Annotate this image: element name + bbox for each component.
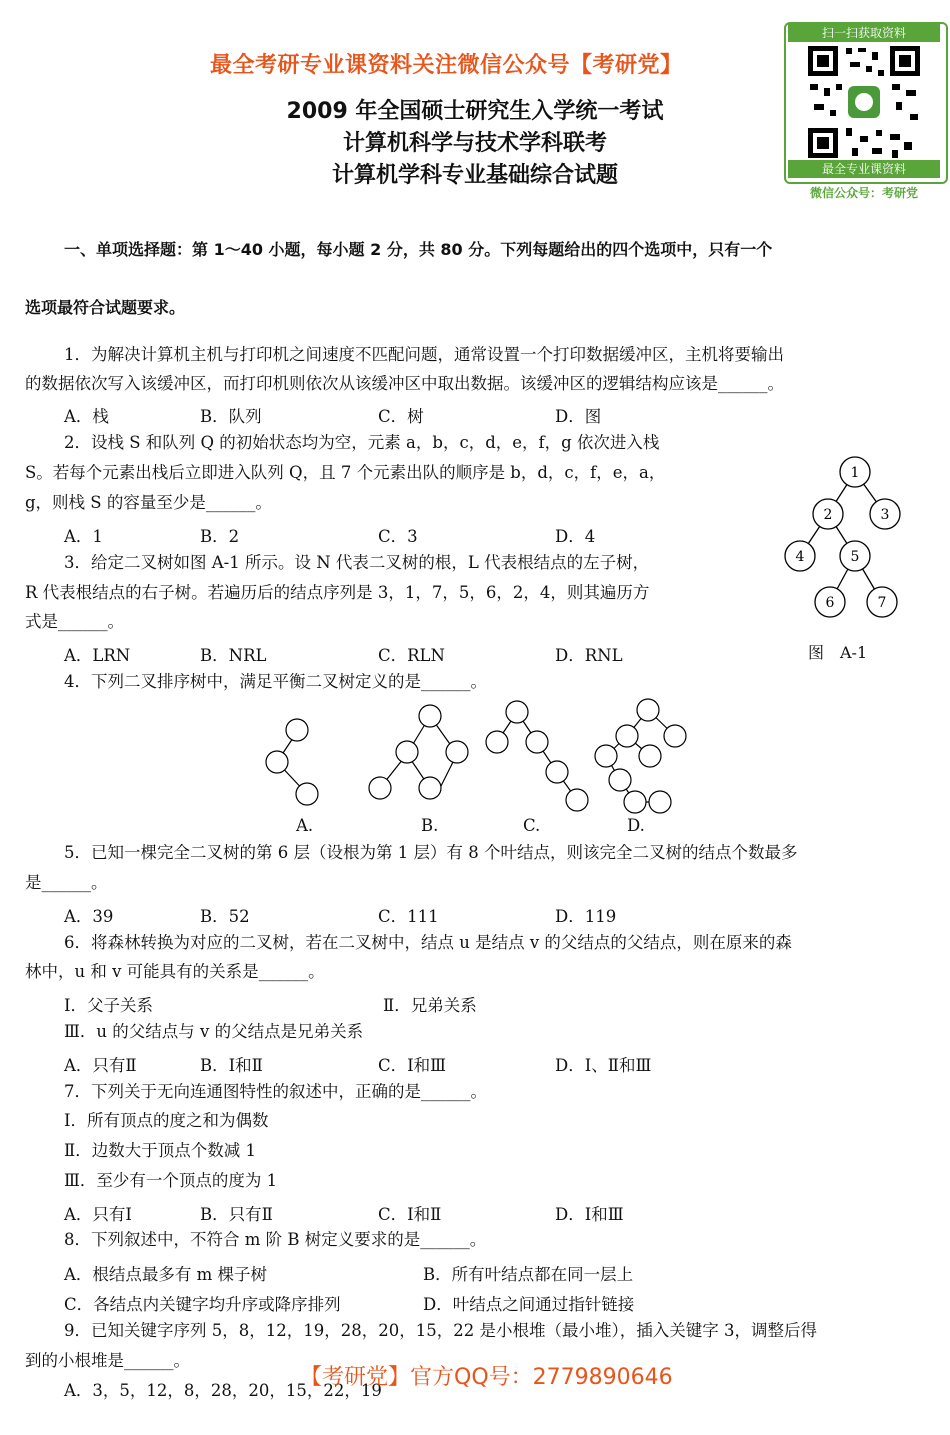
tree-node-label: 1 (850, 465, 860, 481)
q5-option-c: C．111 (378, 907, 439, 926)
tree-node (639, 745, 661, 767)
q4-label-d: D. (627, 816, 645, 835)
q8-option-c: C．各结点内关键字均升序或降序排列 (64, 1295, 341, 1314)
tree-node-label: 4 (795, 549, 805, 565)
tree-node (664, 725, 686, 747)
q2-line-2: S。若每个元素出栈后立即进入队列 Q，且 7 个元素出队的顺序是 b，d，c，f，e，a， (25, 463, 666, 482)
q6-item-2: Ⅱ．兄弟关系 (383, 996, 477, 1015)
q7-option-a: A．只有Ⅰ (64, 1205, 132, 1224)
q6-item-3: Ⅲ．u 的父结点与 v 的父结点是兄弟关系 (64, 1022, 364, 1041)
q3-line-1: 3．给定二叉树如图 A-1 所示。设 N 代表二叉树的根，L 代表根结点的左子树， (64, 553, 650, 572)
section-heading: 一、单项选择题：第 1～40 小题，每小题 2 分，共 80 分。下列每题给出的四个选项中，只有一个 (64, 240, 773, 259)
q8-option-a: A．根结点最多有 m 棵子树 (64, 1265, 268, 1284)
q2-line-1: 2．设栈 S 和队列 Q 的初始状态均为空，元素 a，b，c，d，e，f，g 依次进入栈 (64, 433, 660, 452)
title-line-3: 计算机学科专业基础综合试题 (331, 163, 618, 188)
tree-node-label: 3 (880, 507, 890, 523)
tree-node-label: 5 (850, 549, 860, 565)
title-line-1: 2009 年全国硕士研究生入学统一考试 (286, 99, 664, 124)
q7-item-1: Ⅰ．所有顶点的度之和为偶数 (64, 1111, 269, 1130)
tree-node (546, 761, 568, 783)
tree-node (396, 741, 418, 763)
q6-line-1: 6．将森林转换为对应的二叉树，若在二叉树中，结点 u 是结点 v 的父结点的父结点，则在原来的森 (64, 933, 792, 952)
q6-option-a: A．只有Ⅱ (64, 1056, 137, 1075)
q6-items-row (0, 992, 950, 1015)
tree-node (446, 741, 468, 763)
q8-option-d: D．叶结点之间通过指针链接 (423, 1295, 635, 1314)
q2-option-a: A．1 (64, 527, 103, 546)
section-heading-cont: 选项最符合试题要求。 (25, 298, 186, 317)
q4-labels (0, 816, 950, 836)
q9-line-1: 9．已知关键字序列 5，8，12，19，28，20，15，22 是小根堆（最小堆），插入关键字 3，调整后得 (64, 1321, 817, 1340)
q8-options-row-2 (0, 1291, 950, 1314)
q7-option-b: B．只有Ⅱ (200, 1205, 273, 1224)
title-line-2: 计算机科学与技术学科联考 (342, 131, 607, 156)
q4-label-c: C. (523, 816, 541, 835)
tree-node-label: 2 (823, 507, 833, 523)
q7-options (0, 1201, 950, 1224)
q3-line-2: R 代表根结点的右子树。若遍历后的结点序列是 3，1，7，5，6，2，4，则其遍历方 (25, 583, 650, 602)
q6-option-c: C．Ⅰ和Ⅲ (378, 1056, 447, 1075)
q6-option-d: D．Ⅰ、Ⅱ和Ⅲ (555, 1056, 652, 1075)
q7-line-1: 7．下列关于无向连通图特性的叙述中，正确的是______。 (64, 1082, 487, 1101)
tree-node (419, 777, 441, 799)
qr-top-label: 扫一扫获取资料 (788, 24, 940, 42)
q6-line-2: 林中，u 和 v 可能具有的关系是______。 (25, 962, 325, 981)
tree-node (649, 791, 671, 813)
tree-node (637, 699, 659, 721)
q2-option-c: C．3 (378, 527, 418, 546)
qr-caption: 微信公众号：考研党 (809, 186, 918, 200)
q3-options (0, 642, 760, 665)
q1-option-d: D．图 (555, 407, 602, 426)
tree-node (609, 769, 631, 791)
q1-options (0, 403, 950, 426)
q5-option-d: D．119 (555, 907, 617, 926)
q3-option-c: C．RLN (378, 646, 445, 665)
q2-option-d: D．4 (555, 527, 596, 546)
q6-option-b: B．Ⅰ和Ⅱ (200, 1056, 263, 1075)
tree-node (286, 719, 308, 741)
q8-line-1: 8．下列叙述中，不符合 m 阶 B 树定义要求的是______。 (64, 1230, 487, 1249)
q2-option-b: B．2 (200, 527, 240, 546)
tree-node (419, 705, 441, 727)
tree-node (506, 701, 528, 723)
q1-option-c: C．树 (378, 407, 424, 426)
q1-option-b: B．队列 (200, 407, 262, 426)
q5-options (0, 903, 950, 926)
tree-node-label: 7 (877, 595, 887, 611)
tree-node (369, 777, 391, 799)
q4-trees-figure (250, 696, 700, 816)
tree-node (616, 725, 638, 747)
tree-node (296, 783, 318, 805)
tree-node (526, 731, 548, 753)
q5-option-b: B．52 (200, 907, 250, 926)
q6-item-1: Ⅰ．父子关系 (64, 996, 154, 1015)
q9-option-a: A．3，5，12，8，28，20，15，22，19 (64, 1381, 382, 1400)
tree-node (266, 751, 288, 773)
q8-option-b: B．所有叶结点都在同一层上 (423, 1265, 634, 1284)
q1-option-a: A．栈 (64, 407, 109, 426)
q4-label-b: B. (421, 816, 439, 835)
q1-line-2: 的数据依次写入该缓冲区，而打印机则依次从该缓冲区中取出数据。该缓冲区的逻辑结构应该是______。 (25, 374, 784, 393)
q3-option-a: A．LRN (64, 646, 131, 665)
tree-node (486, 731, 508, 753)
tree-node (595, 745, 617, 767)
q5-option-a: A．39 (64, 907, 114, 926)
q7-option-d: D．Ⅰ和Ⅲ (555, 1205, 624, 1224)
q3-option-d: D．RNL (555, 646, 623, 665)
tree-node (624, 791, 646, 813)
q1-line-1: 1．为解决计算机主机与打印机之间速度不匹配问题，通常设置一个打印数据缓冲区，主机将要输出 (64, 345, 784, 364)
q5-line-1: 5．已知一棵完全二叉树的第 6 层（设根为第 1 层）有 8 个叶结点，则该完全二叉树的结点个数最多 (64, 843, 798, 862)
q2-options (0, 523, 760, 546)
qr-bottom-label: 最全专业课资料 (788, 160, 940, 178)
q9-line-2: 到的小根堆是______。 (25, 1351, 190, 1370)
q8-options-row-1 (0, 1261, 950, 1284)
tree-node (566, 789, 588, 811)
q3-line-3: 式是______。 (25, 612, 124, 631)
q7-option-c: C．Ⅰ和Ⅱ (378, 1205, 442, 1224)
q3-option-b: B．NRL (200, 646, 267, 665)
figure-a1-tree (770, 450, 920, 620)
figure-a1-caption: 图 A-1 (808, 643, 868, 662)
tree-node-label: 6 (825, 595, 835, 611)
q4-label-a: A. (296, 816, 314, 835)
q6-options (0, 1052, 950, 1075)
footer-watermark: 【考研党】官方QQ号：2779890646 (300, 1365, 673, 1390)
q7-item-3: Ⅲ．至少有一个顶点的度为 1 (64, 1171, 278, 1190)
q4-line-1: 4．下列二叉排序树中，满足平衡二叉树定义的是______。 (64, 672, 487, 691)
q2-line-3: g，则栈 S 的容量至少是______。 (25, 493, 272, 512)
q5-line-2: 是______。 (25, 873, 108, 892)
q7-item-2: Ⅱ．边数大于顶点个数减 1 (64, 1141, 256, 1160)
banner-text: 最全考研专业课资料关注微信公众号【考研党】 (210, 53, 683, 78)
